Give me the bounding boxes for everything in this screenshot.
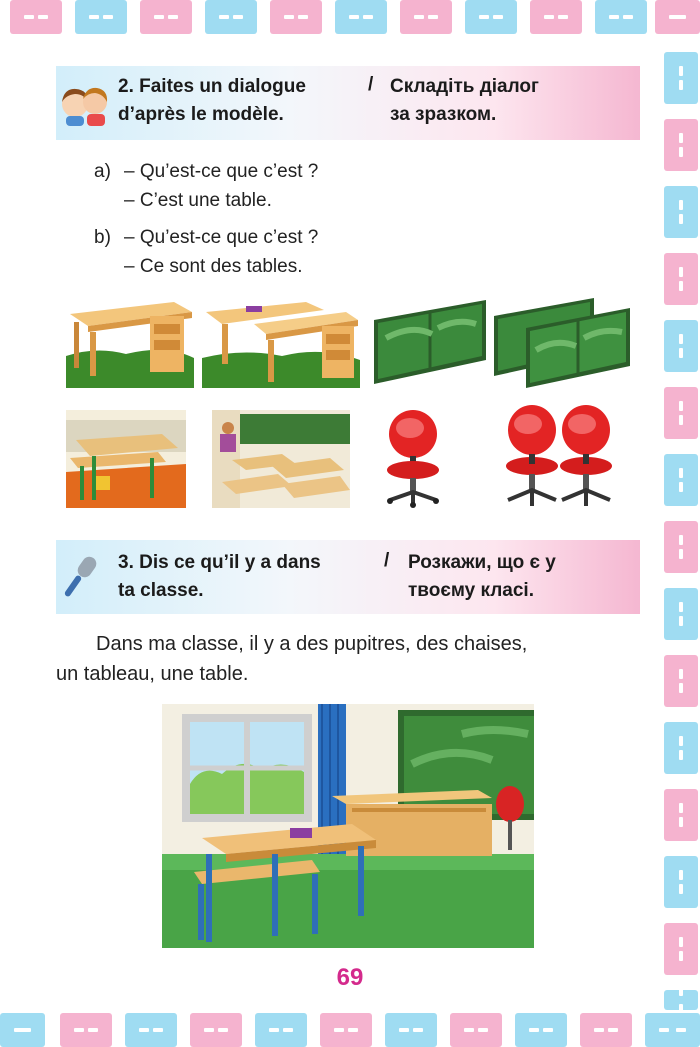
- border-tile: [75, 0, 127, 34]
- paragraph-line-2: un tableau, une table.: [56, 663, 249, 685]
- page-number: 69: [336, 964, 364, 991]
- dialogue-b-marker: b): [94, 227, 111, 248]
- exercise-2-title-fr-line2: d’après le modèle.: [118, 104, 284, 125]
- exercise-2-title-uk-line1: Складіть діалог: [390, 76, 539, 97]
- border-tile: [140, 0, 192, 34]
- two-tables-picture: [202, 296, 360, 388]
- microphone-icon: [62, 554, 102, 600]
- title-separator: /: [384, 550, 390, 571]
- border-tile: [60, 1013, 112, 1047]
- paragraph-line-1: Dans ma classe, il y a des pupitres, des chaises,: [96, 633, 528, 655]
- border-tile: [664, 320, 698, 372]
- single-desk-picture: [66, 410, 186, 508]
- border-tile: [655, 0, 700, 34]
- border-tile: [664, 588, 698, 640]
- exercise-3-title-uk-line2: твоєму класі.: [408, 580, 534, 601]
- border-tile: [205, 0, 257, 34]
- two-chairs-picture: [496, 402, 620, 510]
- border-tile: [190, 1013, 242, 1047]
- border-tile: [465, 0, 517, 34]
- border-tile: [385, 1013, 437, 1047]
- single-table-picture: [66, 296, 194, 388]
- border-tile: [515, 1013, 567, 1047]
- classroom-desks-picture: [212, 410, 350, 508]
- exercise-3-header: [56, 540, 640, 614]
- border-tile: [335, 0, 387, 34]
- border-tile: [270, 0, 322, 34]
- single-chair-picture: [380, 408, 446, 508]
- border-tile: [0, 1013, 45, 1047]
- border-tile: [664, 990, 698, 1010]
- border-tile: [664, 722, 698, 774]
- dialogue-b-answer: – Ce sont des tables.: [124, 256, 303, 277]
- border-tile: [664, 856, 698, 908]
- single-blackboard-picture: [372, 298, 488, 388]
- border-tile: [664, 454, 698, 506]
- border-tile: [664, 387, 698, 439]
- title-separator: /: [368, 74, 374, 95]
- classroom-illustration: [162, 704, 534, 948]
- dialogue-a-marker: a): [94, 161, 111, 182]
- exercise-3-title-fr-line2: ta classe.: [118, 580, 204, 601]
- border-tile: [530, 0, 582, 34]
- border-tile: [664, 52, 698, 104]
- border-tile: [580, 1013, 632, 1047]
- exercise-3-title-fr-line1: 3. Dis ce qu’il y a dans: [118, 552, 321, 573]
- border-tile: [664, 521, 698, 573]
- border-tile: [595, 0, 647, 34]
- border-tile: [645, 1013, 700, 1047]
- dialogue-a-question: – Qu’est-ce que c’est ?: [124, 161, 319, 182]
- border-tile: [664, 655, 698, 707]
- border-tile: [10, 0, 62, 34]
- exercise-2-title-fr-line1: 2. Faites un dialogue: [118, 76, 306, 97]
- border-tile: [125, 1013, 177, 1047]
- border-tile: [664, 186, 698, 238]
- children-talking-icon: [58, 82, 110, 126]
- border-tile: [320, 1013, 372, 1047]
- border-tile: [664, 253, 698, 305]
- border-tile: [450, 1013, 502, 1047]
- exercise-3-title-uk-line1: Розкажи, що є у: [408, 552, 556, 573]
- exercise-2-header: [56, 66, 640, 140]
- border-tile: [664, 789, 698, 841]
- border-tile: [400, 0, 452, 34]
- border-tile: [664, 119, 698, 171]
- border-tile: [255, 1013, 307, 1047]
- exercise-2-title-uk-line2: за зразком.: [390, 104, 497, 125]
- dialogue-a-answer: – C’est une table.: [124, 190, 272, 211]
- two-blackboards-picture: [492, 296, 632, 390]
- dialogue-b-question: – Qu’est-ce que c’est ?: [124, 227, 319, 248]
